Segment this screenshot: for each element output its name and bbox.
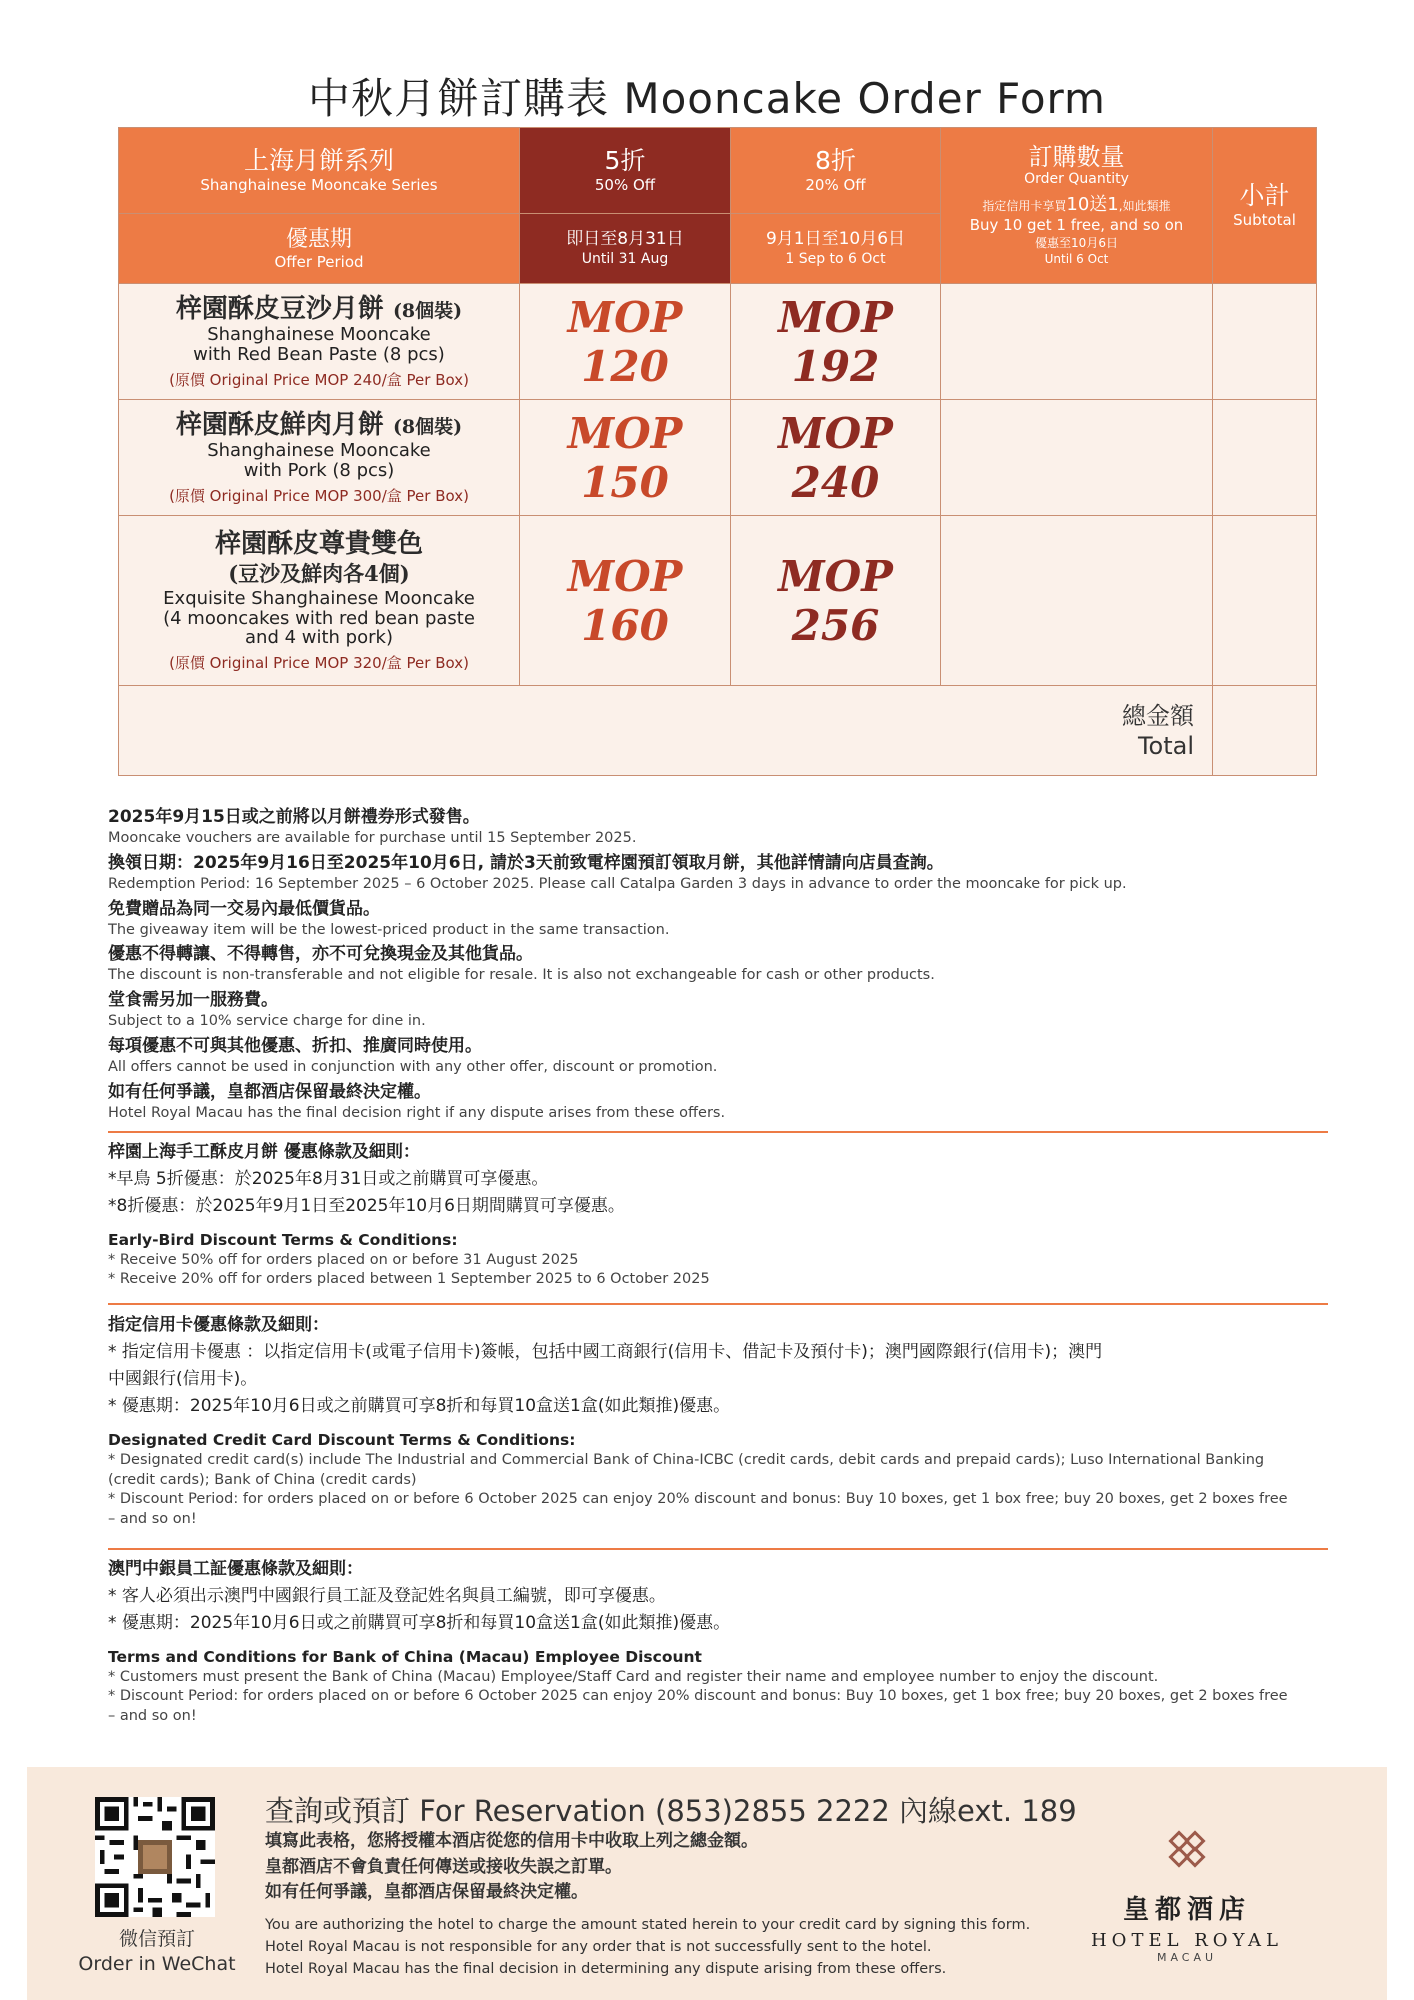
terms-line-en: * Receive 50% off for orders placed on or before 31 August 2025 bbox=[108, 1251, 579, 1268]
series-header-en: Shanghainese Mooncake Series bbox=[200, 175, 438, 194]
product-cell bbox=[119, 516, 520, 686]
price-50-off: MOP 160 bbox=[520, 516, 731, 686]
period-1-zh: 即日至8月31日 bbox=[566, 229, 684, 250]
qr-caption-zh: 微信預訂 bbox=[118, 1928, 195, 1950]
terms-line-en: – and so on! bbox=[108, 1707, 197, 1724]
period-1-en: Until 31 Aug bbox=[581, 250, 669, 267]
offer-period-en: Offer Period bbox=[274, 253, 364, 272]
terms-heading-en: Designated Credit Card Discount Terms & Conditions: bbox=[108, 1431, 576, 1450]
terms-line-zh: *8折優惠：於2025年9月1日至2025年10月6日期間購買可享優惠。 bbox=[108, 1195, 625, 1216]
discount-50-en: 50% Off bbox=[594, 175, 656, 194]
terms-line-zh: *早鳥 5折優惠：於2025年8月31日或之前購買可享優惠。 bbox=[108, 1168, 549, 1189]
product-name-zh: 梓園酥皮尊貴雙色 bbox=[214, 528, 423, 559]
terms-line-en: – and so on! bbox=[108, 1510, 197, 1527]
subtotal-en: Subtotal bbox=[1233, 210, 1296, 229]
credit-card-terms bbox=[108, 1313, 1328, 1529]
terms-line-en: (credit cards); Bank of China (credit cards) bbox=[108, 1471, 417, 1488]
wechat-qr-code[interactable] bbox=[95, 1797, 215, 1917]
terms-line-en: * Discount Period: for orders placed on or before 6 October 2025 can enjoy 20% discount and bonus: Buy 10 boxes, get 1 box free; buy 20 boxes, get 2 boxes free bbox=[108, 1491, 1288, 1508]
original-price: (原價 Original Price MOP 320/盒 Per Box) bbox=[169, 654, 469, 673]
order-quantity-header bbox=[941, 128, 1213, 284]
total-label-zh: 總金額 bbox=[1122, 701, 1194, 730]
total-label-en: Total bbox=[1137, 731, 1194, 760]
period-2-en: 1 Sep to 6 Oct bbox=[785, 250, 886, 267]
terms-line-zh: * 指定信用卡優惠 ：以指定信用卡(或電子信用卡)簽帳，包括中國工商銀行(信用卡、借記卡及預付卡)；澳門國際銀行(信用卡)；澳門 bbox=[108, 1341, 1103, 1362]
terms-heading-en: Early-Bird Discount Terms & Conditions: bbox=[108, 1230, 458, 1249]
terms-line-zh: * 客人必須出示澳門中國銀行員工証及登記姓名與員工編號，即可享優惠。 bbox=[108, 1585, 666, 1606]
table-row bbox=[119, 516, 1317, 686]
period-1-header bbox=[520, 214, 731, 284]
order-quantity-zh: 訂購數量 bbox=[1028, 142, 1125, 171]
subtotal-cell[interactable] bbox=[1213, 516, 1317, 686]
terms-heading-en: Terms and Conditions for Bank of China (Macau) Employee Discount bbox=[108, 1647, 702, 1666]
card-promo-period-en: Until 6 Oct bbox=[1044, 252, 1109, 267]
table-row bbox=[119, 400, 1317, 516]
product-cell bbox=[119, 284, 520, 400]
subtotal-header bbox=[1213, 128, 1317, 284]
note-item: 如有任何爭議，皇都酒店保留最終決定權。 Hotel Royal Macau has the final decision right if any dispute arises from these offers. bbox=[108, 1081, 726, 1121]
original-price: (原價 Original Price MOP 300/盒 Per Box) bbox=[169, 487, 469, 506]
product-pack-zh: (8個裝) bbox=[392, 415, 463, 438]
section-heading: 澳門中銀員工証優惠條款及細則： bbox=[108, 1559, 363, 1579]
period-2-header bbox=[731, 214, 941, 284]
title-en: Mooncake Order Form bbox=[623, 74, 1106, 123]
terms-line-en: * Discount Period: for orders placed on or before 6 October 2025 can enjoy 20% discount and bonus: Buy 10 boxes, get 1 box free; buy 20 boxes, get 2 boxes free bbox=[108, 1688, 1288, 1705]
product-pack-zh: (8個裝) bbox=[392, 299, 463, 322]
section-heading: 指定信用卡優惠條款及細則： bbox=[108, 1315, 329, 1335]
boc-employee-terms bbox=[108, 1557, 1328, 1726]
note-item: 換領日期：2025年9月16日至2025年10月6日, 請於3天前致電梓園預訂領取月餅，其他詳情請向店員查詢。 Redemption Period: 16 September 2025 – 6 October 2025. Please call Catalpa Garden 3 days in advance to order the mooncake for pick up. bbox=[108, 852, 1127, 892]
offer-period-zh: 優惠期 bbox=[285, 226, 352, 252]
general-notes bbox=[108, 806, 1328, 1126]
discount-50-zh: 5折 bbox=[604, 146, 646, 176]
quantity-input-cell[interactable] bbox=[941, 516, 1213, 686]
price-20-off: MOP 192 bbox=[731, 284, 941, 400]
product-cell bbox=[119, 400, 520, 516]
order-table bbox=[118, 127, 1317, 776]
page-title bbox=[0, 66, 1414, 126]
original-price: (原價 Original Price MOP 240/盒 Per Box) bbox=[169, 371, 469, 390]
terms-line-zh: 中國銀行(信用卡)。 bbox=[108, 1368, 258, 1389]
terms-line-en: * Customers must present the Bank of China (Macau) Employee/Staff Card and register their name and employee number to enjoy the discount. bbox=[108, 1668, 1159, 1685]
terms-line-zh: * 優惠期：2025年10月6日或之前購買可享8折和每買10盒送1盒(如此類推)優惠。 bbox=[108, 1395, 731, 1416]
note-item: 2025年9月15日或之前將以月餅禮券形式發售。 Mooncake vouchers are available for purchase until 15 September 2025. bbox=[108, 807, 637, 846]
card-promo-period-zh: 優惠至10月6日 bbox=[1035, 235, 1118, 250]
logo-city: MACAU bbox=[1156, 1951, 1218, 1964]
title-zh: 中秋月餅訂購表 bbox=[308, 74, 610, 123]
note-item: 堂食需另加一服務費。 Subject to a 10% service charge for dine in. bbox=[108, 990, 426, 1030]
hotel-royal-logo bbox=[1077, 1829, 1297, 1964]
footer-terms-zh: 填寫此表格，您將授權本酒店從您的信用卡中收取上列之總金額。 皇都酒店不會負責任何傳送或接收失誤之訂單。 如有任何爭議，皇都酒店保留最終決定權。 bbox=[265, 1831, 758, 1902]
series-header bbox=[119, 128, 520, 214]
note-item: 優惠不得轉讓、不得轉售，亦不可兌換現金及其他貨品。 The discount is non-transferable and not eligible for resale. It is also not exchangeable for cash or other products. bbox=[108, 944, 935, 984]
terms-line-en: * Designated credit card(s) include The Industrial and Commercial Bank of China-ICBC (credit cards, debit cards and prepaid cards); Luso International Banking bbox=[108, 1451, 1265, 1468]
price-20-off: MOP 256 bbox=[731, 516, 941, 686]
reservation-phone[interactable]: 查詢或預訂 For Reservation (853)2855 2222 內線ext. 189 bbox=[265, 1794, 1077, 1828]
footer-terms-en: You are authorizing the hotel to charge the amount stated herein to your credit card by signing this form. Hotel Royal Macau is not responsible for any order that is not successfully sent to the hotel. Hotel Royal Macau has the final decision in determining any dispute arising from these offers. bbox=[265, 1917, 1031, 1977]
quantity-input-cell[interactable] bbox=[941, 284, 1213, 400]
total-row bbox=[119, 686, 1317, 776]
early-bird-terms bbox=[108, 1140, 1328, 1290]
price-50-off: MOP 150 bbox=[520, 400, 731, 516]
section-heading: 梓園上海手工酥皮月餅 優惠條款及細則： bbox=[108, 1142, 420, 1162]
terms-line-en: * Receive 20% off for orders placed between 1 September 2025 to 6 October 2025 bbox=[108, 1271, 710, 1288]
card-promo-zh: 指定信用卡享買10送1,如此類推 bbox=[982, 194, 1171, 216]
qr-caption bbox=[67, 1927, 247, 1976]
product-name-zh: 梓園酥皮鮮肉月餅 bbox=[175, 409, 384, 440]
discount-20-header bbox=[731, 128, 941, 214]
product-name-en: (4 mooncakes with red bean paste bbox=[163, 607, 475, 629]
subtotal-zh: 小計 bbox=[1239, 181, 1290, 211]
product-name-en: with Pork (8 pcs) bbox=[243, 460, 395, 482]
total-amount-cell[interactable] bbox=[1213, 686, 1317, 776]
product-name-en: Exquisite Shanghainese Mooncake bbox=[163, 587, 475, 609]
section-divider bbox=[108, 1131, 1328, 1133]
discount-20-zh: 8折 bbox=[815, 146, 856, 176]
price-20-off: MOP 240 bbox=[731, 400, 941, 516]
total-label bbox=[119, 686, 1213, 776]
subtotal-cell[interactable] bbox=[1213, 400, 1317, 516]
subtotal-cell[interactable] bbox=[1213, 284, 1317, 400]
product-name-en: and 4 with pork) bbox=[245, 627, 393, 649]
product-name-en: Shanghainese Mooncake bbox=[207, 440, 431, 462]
product-name-en: with Red Bean Paste (8 pcs) bbox=[193, 344, 445, 366]
terms-line-zh: * 優惠期：2025年10月6日或之前購買可享8折和每買10盒送1盒(如此類推)優惠。 bbox=[108, 1612, 731, 1633]
product-name-zh: 梓園酥皮豆沙月餅 bbox=[175, 293, 384, 324]
product-name-en: Shanghainese Mooncake bbox=[207, 324, 431, 346]
table-row bbox=[119, 284, 1317, 400]
note-item: 免費贈品為同一交易內最低價貨品。 The giveaway item will be the lowest-priced product in the same transaction. bbox=[108, 898, 670, 938]
logo-zh: 皇都酒店 bbox=[1122, 1895, 1251, 1925]
discount-50-header bbox=[520, 128, 731, 214]
qr-caption-en: Order in WeChat bbox=[78, 1952, 236, 1975]
product-pack-zh: (豆沙及鮮肉各4個) bbox=[228, 561, 410, 587]
price-50-off: MOP 120 bbox=[520, 284, 731, 400]
card-promo-en: Buy 10 get 1 free, and so on bbox=[969, 215, 1184, 234]
section-divider bbox=[108, 1303, 1328, 1305]
series-header-zh: 上海月餅系列 bbox=[243, 146, 394, 176]
quantity-input-cell[interactable] bbox=[941, 400, 1213, 516]
offer-period-header bbox=[119, 214, 520, 284]
discount-20-en: 20% Off bbox=[805, 175, 866, 194]
section-divider bbox=[108, 1548, 1328, 1550]
hotel-royal-logo-icon bbox=[1077, 1829, 1297, 1875]
logo-en: HOTEL ROYAL bbox=[1090, 1930, 1284, 1951]
period-2-zh: 9月1日至10月6日 bbox=[765, 229, 906, 250]
order-quantity-en: Order Quantity bbox=[1024, 171, 1129, 188]
reservation-footer bbox=[27, 1767, 1387, 2000]
note-item: 每項優惠不可與其他優惠、折扣、推廣同時使用。 All offers cannot be used in conjunction with any other offer, discount or promotion. bbox=[108, 1035, 718, 1075]
